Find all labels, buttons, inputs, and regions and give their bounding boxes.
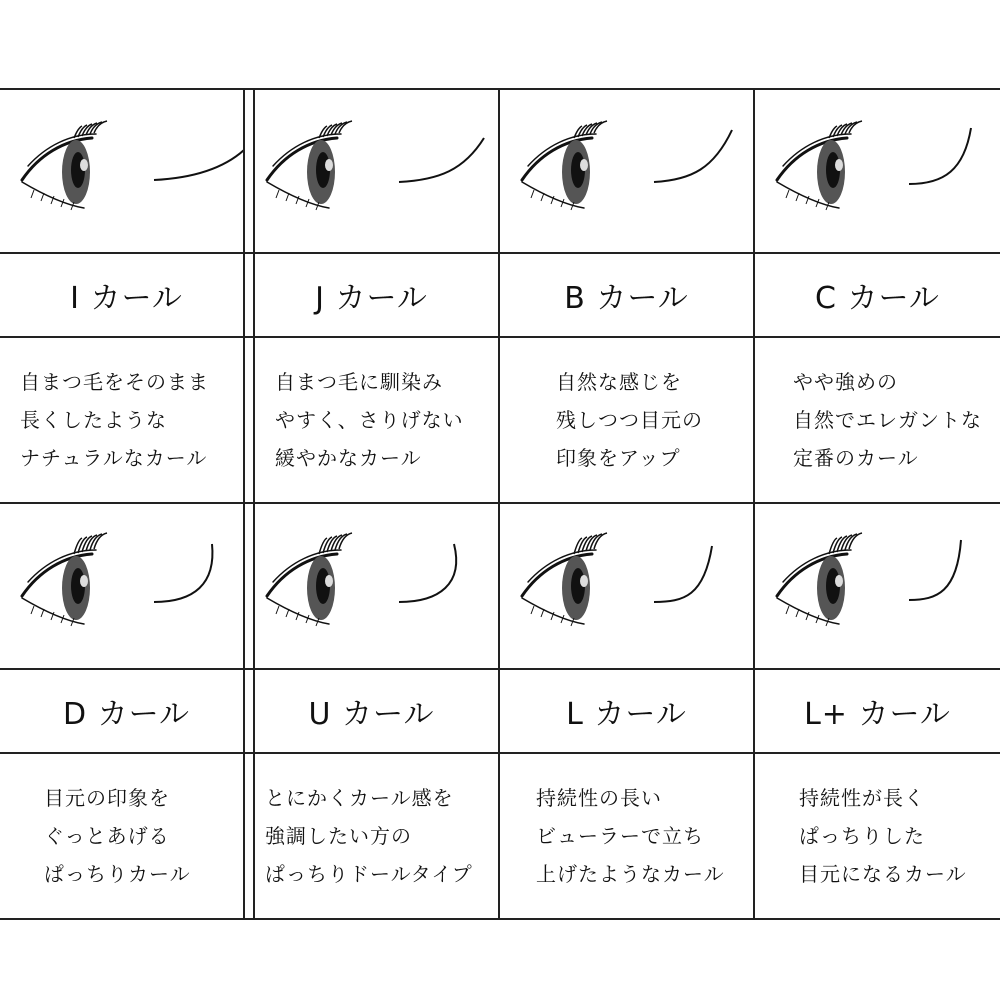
column-divider <box>753 88 755 920</box>
curl-shape-line <box>399 138 484 182</box>
curl-shape-line <box>154 150 244 180</box>
eye-lash-illustration <box>759 506 999 666</box>
eye-lash-illustration <box>249 506 489 666</box>
description-line: ぱっちりした <box>799 824 925 848</box>
eye-highlight <box>80 575 88 587</box>
curl-name: L+ カール <box>804 697 951 732</box>
eye-illustration <box>500 504 753 668</box>
curl-cell <box>0 504 255 920</box>
curl-name: C カール <box>815 281 940 316</box>
curl-description <box>500 338 753 502</box>
column-divider <box>498 88 500 920</box>
lower-eyelash <box>541 193 544 201</box>
eye-lash-illustration <box>504 90 744 250</box>
description-line: ナチュラルなカール <box>20 446 208 470</box>
description-line: 目元になるカール <box>799 862 967 886</box>
lash-curl-chart <box>0 88 1000 920</box>
curl-description <box>245 754 498 918</box>
eye-lash-illustration <box>4 90 244 250</box>
description-line: 強調したい方の <box>265 824 412 848</box>
curl-cell <box>755 88 1000 504</box>
lower-eyelash <box>41 609 44 617</box>
description-line: やや強めの <box>793 370 898 394</box>
curl-cell <box>0 88 255 504</box>
curl-shape-line <box>654 130 732 182</box>
eye-lash-illustration <box>4 506 244 666</box>
curl-cell <box>245 88 500 504</box>
lower-eyelash <box>276 606 279 614</box>
description-line: 自然でエレガントな <box>793 408 982 432</box>
column-divider <box>243 88 245 920</box>
curl-description <box>755 338 1000 502</box>
curl-description <box>245 338 498 502</box>
curl-cell <box>245 504 500 920</box>
curl-shape-line <box>654 546 712 602</box>
eye-highlight <box>80 159 88 171</box>
eye-illustration <box>245 504 498 668</box>
bottom-row <box>0 504 1000 920</box>
lower-eyelash <box>786 606 789 614</box>
description-line: 持続性が長く <box>799 786 925 810</box>
lower-eyelash <box>31 606 34 614</box>
curl-cell <box>500 88 755 504</box>
lower-eyelash <box>31 190 34 198</box>
lower-eyelash <box>531 606 534 614</box>
eye-illustration <box>0 88 253 252</box>
description-line: 残しつつ目元の <box>556 408 703 432</box>
eye-highlight <box>580 159 588 171</box>
eye-highlight <box>580 575 588 587</box>
description-line: 自まつ毛をそのまま <box>20 370 209 394</box>
eye-lash-illustration <box>504 506 744 666</box>
description-line: 自まつ毛に馴染み <box>275 370 443 394</box>
curl-description <box>0 338 253 502</box>
curl-name: B カール <box>564 281 689 316</box>
eye-illustration <box>755 88 1000 252</box>
description-line: ぱっちりカール <box>44 862 191 886</box>
description-line: 持続性の長い <box>536 786 662 810</box>
curl-description <box>0 754 253 918</box>
description-line: とにかくカール感を <box>265 786 454 810</box>
eye-illustration <box>0 504 253 668</box>
curl-name: J カール <box>315 281 428 316</box>
eye-illustration <box>755 504 1000 668</box>
curl-shape-line <box>154 544 212 602</box>
lower-eyelash <box>41 193 44 201</box>
eye-highlight <box>325 575 333 587</box>
curl-shape-line <box>909 128 971 184</box>
curl-cell <box>755 504 1000 920</box>
curl-description <box>500 754 753 918</box>
lower-eyelash <box>531 190 534 198</box>
curl-shape-line <box>909 540 961 600</box>
description-line: 自然な感じを <box>556 370 682 394</box>
eye-lash-illustration <box>759 90 999 250</box>
eye-highlight <box>835 159 843 171</box>
description-line: 目元の印象を <box>44 786 170 810</box>
eye-highlight <box>835 575 843 587</box>
eye-illustration <box>245 88 498 252</box>
lower-eyelash <box>276 190 279 198</box>
lower-eyelash <box>786 190 789 198</box>
eye-lash-illustration <box>249 90 489 250</box>
curl-name: D カール <box>62 697 191 732</box>
top-row <box>0 88 1000 504</box>
curl-name: U カール <box>308 697 435 732</box>
description-line: ぐっとあげる <box>44 824 170 848</box>
curl-name: L カール <box>566 697 687 732</box>
curl-cell <box>500 504 755 920</box>
lower-eyelash <box>541 609 544 617</box>
description-line: 長くしたような <box>20 408 167 432</box>
curl-description <box>755 754 1000 918</box>
lower-eyelash <box>796 193 799 201</box>
curl-shape-line <box>399 544 456 602</box>
description-line: 定番のカール <box>793 446 919 470</box>
description-line: 印象をアップ <box>556 446 681 470</box>
description-line: やすく、さりげない <box>275 408 464 432</box>
eye-illustration <box>500 88 753 252</box>
description-line: 上げたようなカール <box>536 862 725 886</box>
eye-highlight <box>325 159 333 171</box>
description-line: 緩やかなカール <box>275 446 422 470</box>
lower-eyelash <box>286 609 289 617</box>
description-line: ビューラーで立ち <box>536 824 704 848</box>
lower-eyelash <box>796 609 799 617</box>
description-line: ぱっちりドールタイプ <box>265 862 473 886</box>
curl-name: I カール <box>70 281 183 316</box>
lower-eyelash <box>286 193 289 201</box>
